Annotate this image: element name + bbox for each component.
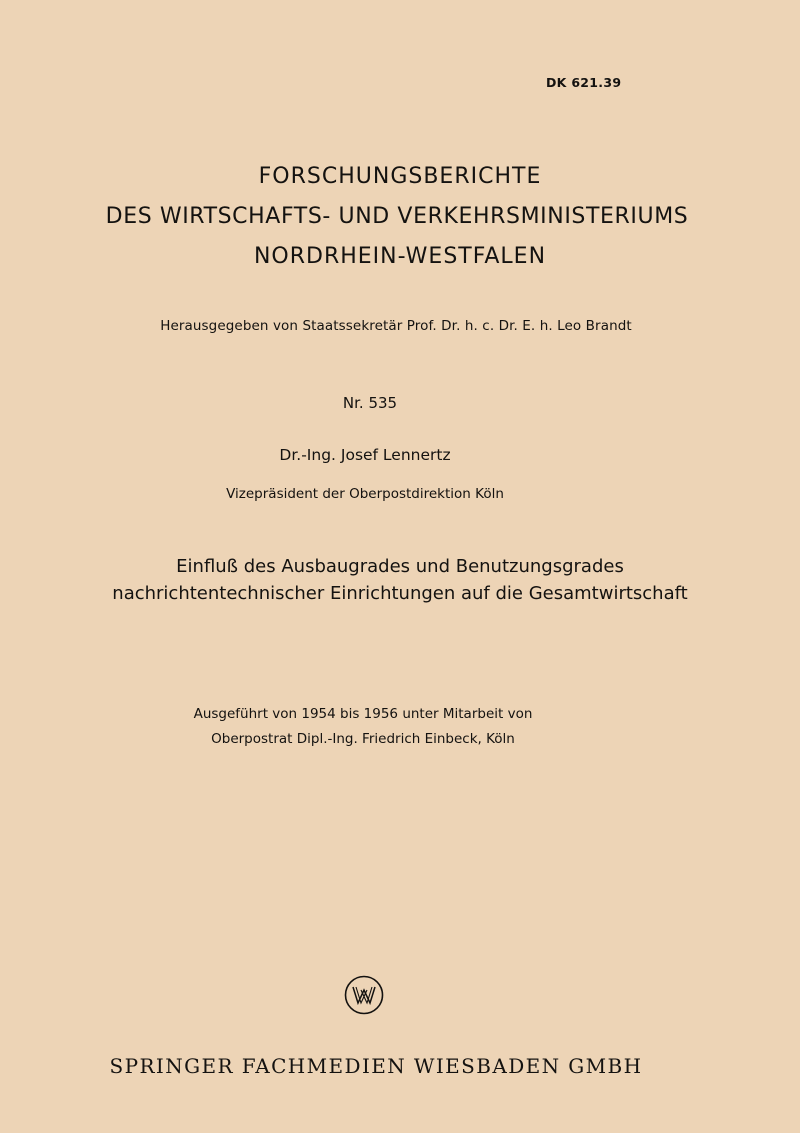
author-name: Dr.-Ing. Josef Lennertz — [279, 446, 451, 464]
series-title-line-2: DES WIRTSCHAFTS- UND VERKEHRSMINISTERIUMS — [105, 204, 689, 229]
publisher-name: SPRINGER FACHMEDIEN WIESBADEN GMBH — [109, 1054, 643, 1078]
series-title-line-1: FORSCHUNGSBERICHTE — [258, 164, 542, 189]
collaboration-line-2: Oberpostrat Dipl.-Ing. Friedrich Einbeck, Köln — [211, 731, 515, 747]
editor-line: Herausgegeben von Staatssekretär Prof. Dr. h. c. Dr. E. h. Leo Brandt — [160, 318, 632, 334]
classification-code: DK 621.39 — [546, 75, 622, 90]
series-title-line-3: NORDRHEIN-WESTFALEN — [253, 244, 547, 269]
collaboration-line-1: Ausgeführt von 1954 bis 1956 unter Mitarbeit von — [193, 706, 533, 722]
publisher-logo-icon — [344, 975, 384, 1015]
report-title-line-1: Einfluß des Ausbaugrades und Benutzungsgrades — [176, 556, 624, 577]
report-number: Nr. 535 — [342, 394, 398, 412]
author-role: Vizepräsident der Oberpostdirektion Köln — [226, 486, 504, 502]
report-title-line-2: nachrichtentechnischer Einrichtungen auf die Gesamtwirtschaft — [112, 583, 688, 604]
